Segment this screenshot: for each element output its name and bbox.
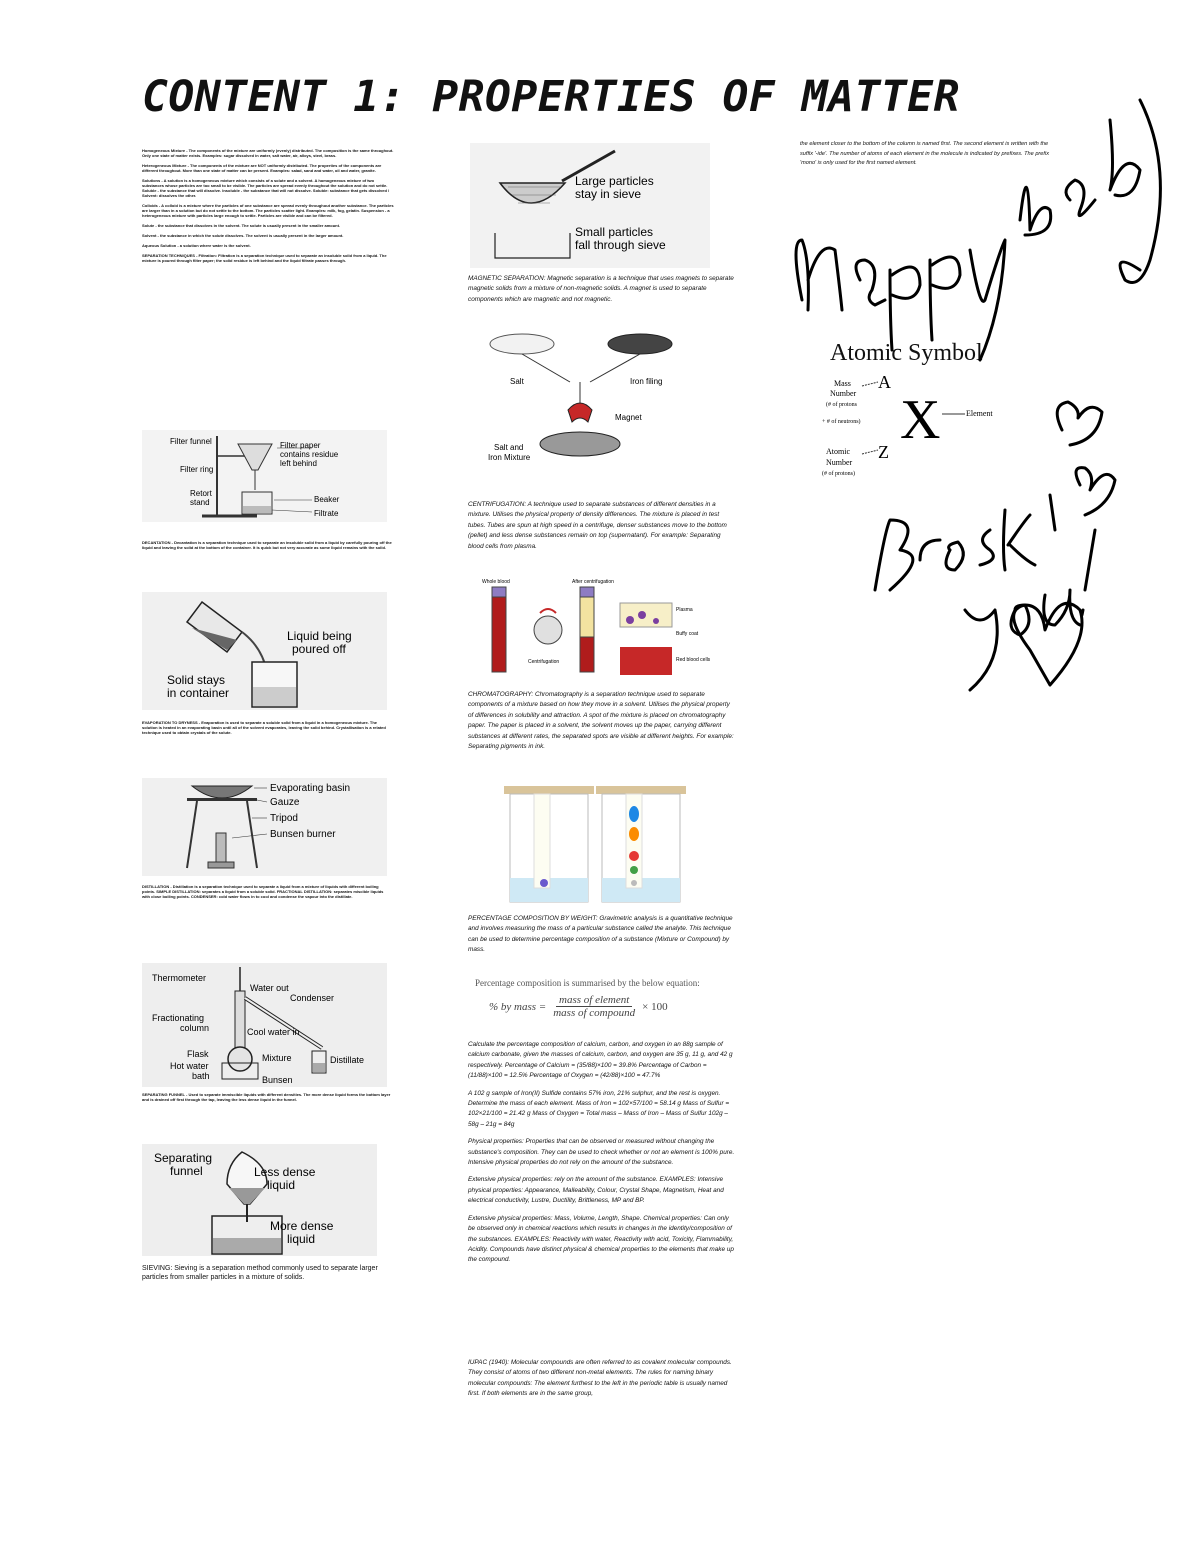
text-sieving: SIEVING: Sieving is a separation method commonly used to separate larger particles from smaller particles in a mixture of solids.: [142, 1265, 378, 1281]
evaporation-figure: [142, 778, 387, 876]
label-poured-off: poured off: [292, 642, 346, 656]
label-bunsen-burner: Bunsen burner: [270, 829, 336, 840]
label-gauze: Gauze: [270, 797, 300, 808]
text-decantation: DECANTATION - Decantation is a separation technique used to separate an insoluble solid from a liquid by carefully pouring off the liquid and leaving the solid at the bottom of the container. It is quick but not very accurate as some liquid remains with the solid.: [142, 540, 392, 550]
text-heterogeneous: Heterogeneous Mixture - The components of the mixture are NOT uniformly distributed. The properties of the components are different throughout. More than one state of matter can be present. Examples: salad, sand and water, oil and water, granite.: [142, 163, 382, 173]
text-aqueous: Aqueous Solution - a solution where water is the solvent.: [142, 243, 251, 248]
label-filtrate: Filtrate: [314, 509, 339, 518]
text-iupac: IUPAC (1940): Molecular compounds are often referred to as covalent molecular compounds. They consist of atoms of two different non-metal elements. The rules for naming binary molecular compounds: The element furthest to the left in the periodic table is usually named first. If both elements are in the same group,: [468, 1359, 732, 1398]
centrifugation-text-block: [468, 500, 736, 559]
equation-denominator: mass of compound: [553, 1007, 636, 1019]
sieving-text-block: [142, 1261, 392, 1282]
label-flask: Flask: [187, 1049, 209, 1059]
text-calc-calcium: Calculate the percentage composition of calcium, carbon, and oxygen in an 88g sample of calcium carbonate, given the masses of calcium, carbon, and oxygen are 35 g, 11 g, and 42 g respectively. Percentage of Calcium = (35/88)×100 = 39.8% Percentage of Carbon = (11/88)×100 = 12.5% Percentage of Oxygen = (42/88)×100 = 47.7%: [468, 1041, 733, 1080]
label-centrifugation-machine: Centrifugation: [528, 659, 560, 665]
label-small-particles: Small particles: [575, 225, 654, 239]
equation-fraction: [550, 994, 638, 1019]
label-magnet: Magnet: [615, 413, 642, 422]
label-atomic: Atomic: [826, 447, 850, 456]
label-filter-paper: Filter paper: [280, 441, 321, 450]
label-more-dense-liquid: liquid: [287, 1232, 316, 1246]
text-solutions: Solutions - A solution is a homogeneous mixture which consists of a solute and a solvent. A homogeneous mixture of two substances whose particles are too small to be visible. The particles are spread evenly throughout the solution and do not settle. Soluble - the substance that will dissolve. Insoluble - the substance that will not dissolve. Soluble: substance that gets dissolved / Solvent: dissolves the other.: [142, 178, 390, 198]
label-salt: Salt: [510, 377, 524, 386]
atomic-symbol-title: Atomic Symbol: [830, 340, 983, 366]
text-centrifugation: CENTRIFUGATION: A technique used to separate substances of different densities in a mixture. Utilises the physical property of density differences. The mixture is placed in test tubes. Tubes are spun at high speed in a centrifuge, denser substances move to the bottom (pellet) and less dense substances remain on top (supernatant). For example: Separating blood cells from plasma.: [468, 501, 727, 550]
symbol-atomic-number: Z: [878, 442, 889, 462]
text-separating-funnel: SEPARATING FUNNEL - Used to separate immiscible liquids with different densities. The more dense liquid forms the bottom layer and is drained off first through the tap, leaving the less dense liquid in the funnel.: [142, 1092, 391, 1102]
text-chemical-properties: Extensive physical properties: Mass, Volume, Length, Shape. Chemical properties: Can only be observed only in chemical reactions which results in changes in the identity/composition of the substances. EXAMPLES: Reactivity with water, Reactivity with acid, Toxicity, Flammability, Acidity. Compounds have distinct physical & chemical properties to the elements that make up the compound.: [468, 1214, 734, 1264]
decantation-text-block: [142, 540, 392, 555]
label-mixture: Mixture: [262, 1053, 292, 1063]
text-solute: Solute - the substance that dissolves in the solvent. The solute is usually present in the smaller amount.: [142, 223, 341, 228]
label-whole-blood: Whole blood: [482, 579, 510, 585]
centrifugation-figure: [480, 575, 715, 680]
text-filtration: SEPARATION TECHNIQUES - Filtration: Filtration is a separation technique used to separate an insoluble solid from a liquid. The mixture is poured through filter paper; the solid residue is left behind and the liquid filtrate passes through.: [142, 253, 387, 263]
filtration-figure: [142, 430, 387, 522]
symbol-element: X: [900, 389, 941, 451]
text-distillation: DISTILLATION - Distillation is a separation technique used to separate a liquid from a mixture of liquids with different boiling points. SIMPLE DISTILLATION: separates a liquid from a soluble solid. FRACTIONAL DISTILLATION: separates miscible liquids with close boiling points. CONDENSER: cold water flows in to cool and condense the vapour into the distillate.: [142, 884, 384, 899]
column-1: [142, 148, 397, 268]
label-mass-number: Number: [830, 389, 857, 398]
label-fall-through: fall through sieve: [575, 238, 666, 252]
label-mass: Mass: [834, 379, 851, 388]
label-atomic-number: Number: [826, 458, 853, 467]
iupac-text-block: [468, 1358, 736, 1407]
equation-lhs: % by mass =: [489, 1000, 547, 1013]
label-salt-and: Salt and: [494, 443, 524, 452]
label-mass-protons: (# of protons: [826, 402, 857, 408]
label-retort: Retort: [190, 489, 212, 498]
sieve-figure: [470, 143, 710, 268]
label-stand: stand: [190, 498, 210, 507]
chromatography-figure: [474, 782, 704, 904]
distillation-figure: [142, 963, 387, 1087]
label-fractionating: Fractionating: [152, 1013, 205, 1023]
label-filter-funnel: Filter funnel: [170, 437, 212, 446]
label-water-out: Water out: [250, 983, 289, 993]
text-magnetic: MAGNETIC SEPARATION: Magnetic separation is a technique that uses magnets to separate magnetic solids from a mixture of non-magnetic solids. A magnet is used to separate components which are magnetic and not magnetic.: [468, 275, 734, 303]
label-less-dense: Less dense: [254, 1165, 316, 1179]
label-element: Element: [966, 409, 993, 418]
label-plasma: Plasma: [676, 607, 693, 613]
label-funnel: funnel: [170, 1164, 203, 1178]
text-physical-properties: Physical properties: Properties that can be observed or measured without changing the substance's composition. They can be used to check whether or not an element is 100% pure. Intensive physical properties do not rely on the amount of the substance.: [468, 1138, 735, 1167]
decantation-figure: [142, 592, 387, 710]
label-solid-stays: Solid stays: [167, 673, 226, 687]
label-distillate: Distillate: [330, 1055, 365, 1065]
symbol-mass-number: A: [878, 372, 891, 392]
label-after-centrifugation: After centrifugation: [572, 579, 614, 585]
label-thermometer: Thermometer: [152, 973, 207, 983]
label-iron-mixture: Iron Mixture: [488, 453, 531, 462]
label-atomic-protons: (# of protons): [822, 471, 855, 477]
text-calc-iron-sulfide: A 102 g sample of Iron(II) Sulfide contains 57% iron, 21% sulphur, and the rest is oxygen. Determine the mass of each element. Mass of Iron = 102×57/100 = 58.14 g Mass of Sulfur = 102×21/100 = 21.42 g Mass of Oxygen = Total mass – Mass of Iron – Mass of Sulfur 102g – 58g – 21g = 84g: [468, 1089, 730, 1128]
percentage-text-block: [468, 914, 736, 963]
label-filter-ring: Filter ring: [180, 465, 214, 474]
label-condenser: Condenser: [290, 993, 335, 1003]
text-percentage-composition: PERCENTAGE COMPOSITION BY WEIGHT: Gravimetric analysis is a quantitative technique and involves measuring the mass of a particular substance called the analyte. This technique can be used to determine percentage composition of a substance (Mixture or Compound) by mass.: [468, 915, 733, 954]
text-naming-continued: the element closer to the bottom of the column is named first. The second element is written with the suffix '-ide'. The number of atoms of each element in the molecule is indicated by prefixes. The prefix 'mono' is only used for the first named element.: [800, 141, 1050, 166]
text-evaporation: EVAPORATION TO DRYNESS - Evaporation is used to separate a soluble solid from a liquid in a homogeneous mixture. The solution is heated in an evaporating basin until all of the solvent evaporates, leaving the solid behind. Crystallisation is a related technique used to obtain crystals of the solute.: [142, 720, 386, 735]
label-left-behind: left behind: [280, 459, 317, 468]
text-chromatography: CHROMATOGRAPHY: Chromatography is a separation technique used to separate components of a mixture based on how they move in a solvent. Utilises the physical property of differences in solubility and attraction. A spot of the mixture is placed on chromatography paper. The paper is placed in a solvent, the solvent moves up the paper, carrying different substances at different rates, the separated spots are visible at different heights. For example: Separating pigments in ink.: [468, 691, 734, 751]
atomic-symbol-figure: [820, 336, 1040, 481]
label-red-blood-cells: Red blood cells: [676, 657, 711, 663]
separating-funnel-figure: [142, 1144, 377, 1256]
text-homogeneous: Homogeneous Mixture - The components of the mixture are uniformly (evenly) distributed. The composition is the same throughout. Only one state of matter exists. Examples: sugar dissolved in water, salt water, air, alloys, steel, brass.: [142, 148, 394, 158]
equation-numerator: mass of element: [556, 994, 632, 1007]
equation-label: Percentage composition is summarised by the below equation:: [475, 978, 700, 988]
label-buffy-coat: Buffy coat: [676, 631, 699, 637]
label-mass-neutrons: + # of neutrons): [822, 419, 861, 425]
label-evaporating-basin: Evaporating basin: [270, 783, 351, 794]
text-solvent: Solvent - the substance in which the solute dissolves. The solvent is usually present in the larger amount.: [142, 233, 344, 238]
column-3: [800, 140, 1050, 176]
label-iron-filing: Iron filing: [630, 377, 663, 386]
separating-funnel-text-block: [142, 1092, 392, 1107]
evaporation-text-block: [142, 720, 392, 740]
label-liquid-poured: Liquid being: [287, 629, 352, 643]
label-bunsen: Bunsen: [262, 1075, 293, 1085]
label-hot-water: Hot water: [170, 1061, 209, 1071]
equation-multiplier: × 100: [642, 1000, 668, 1013]
text-extensive-properties: Extensive physical properties: rely on the amount of the substance. EXAMPLES: Intensive physical properties: Appearance, Malleability, Colour, Crystal Shape, Magnetism, Heat and electrical conductivity, Lustre, Ductility, Brittleness, MP and BP.: [468, 1176, 724, 1205]
label-beaker: Beaker: [314, 495, 340, 504]
percentage-equation: [475, 978, 735, 1038]
label-stay-in-sieve: stay in sieve: [575, 187, 642, 201]
magnetic-text-block: [468, 274, 736, 312]
label-cool-water-in: Cool water in: [247, 1027, 300, 1037]
label-column: column: [180, 1023, 210, 1033]
text-colloids: Colloids - A colloid is a mixture where the particles of one substance are spread evenly throughout another substance. The particles are larger than in a solution but do not settle to the bottom. The particles scatter light. Examples: milk, fog, gelatin. Suspension - a heterogeneous mixture with particles large enough to settle. Particles are visible and can be filtered.: [142, 203, 394, 218]
distillation-text-block: [142, 884, 392, 904]
label-in-container: in container: [167, 686, 230, 700]
chromatography-text-block: [468, 690, 736, 759]
calculations-block: [468, 1040, 736, 1273]
label-large-particles: Large particles: [575, 174, 654, 188]
label-contains-residue: contains residue: [280, 450, 339, 459]
label-bath: bath: [192, 1071, 210, 1081]
magnetic-figure: [480, 326, 705, 466]
page-title: CONTENT 1: PROPERTIES OF MATTER: [142, 72, 961, 122]
label-tripod: Tripod: [270, 813, 298, 824]
label-separating: Separating: [154, 1151, 213, 1165]
label-less-dense-liquid: liquid: [267, 1178, 296, 1192]
label-more-dense: More dense: [270, 1219, 334, 1233]
